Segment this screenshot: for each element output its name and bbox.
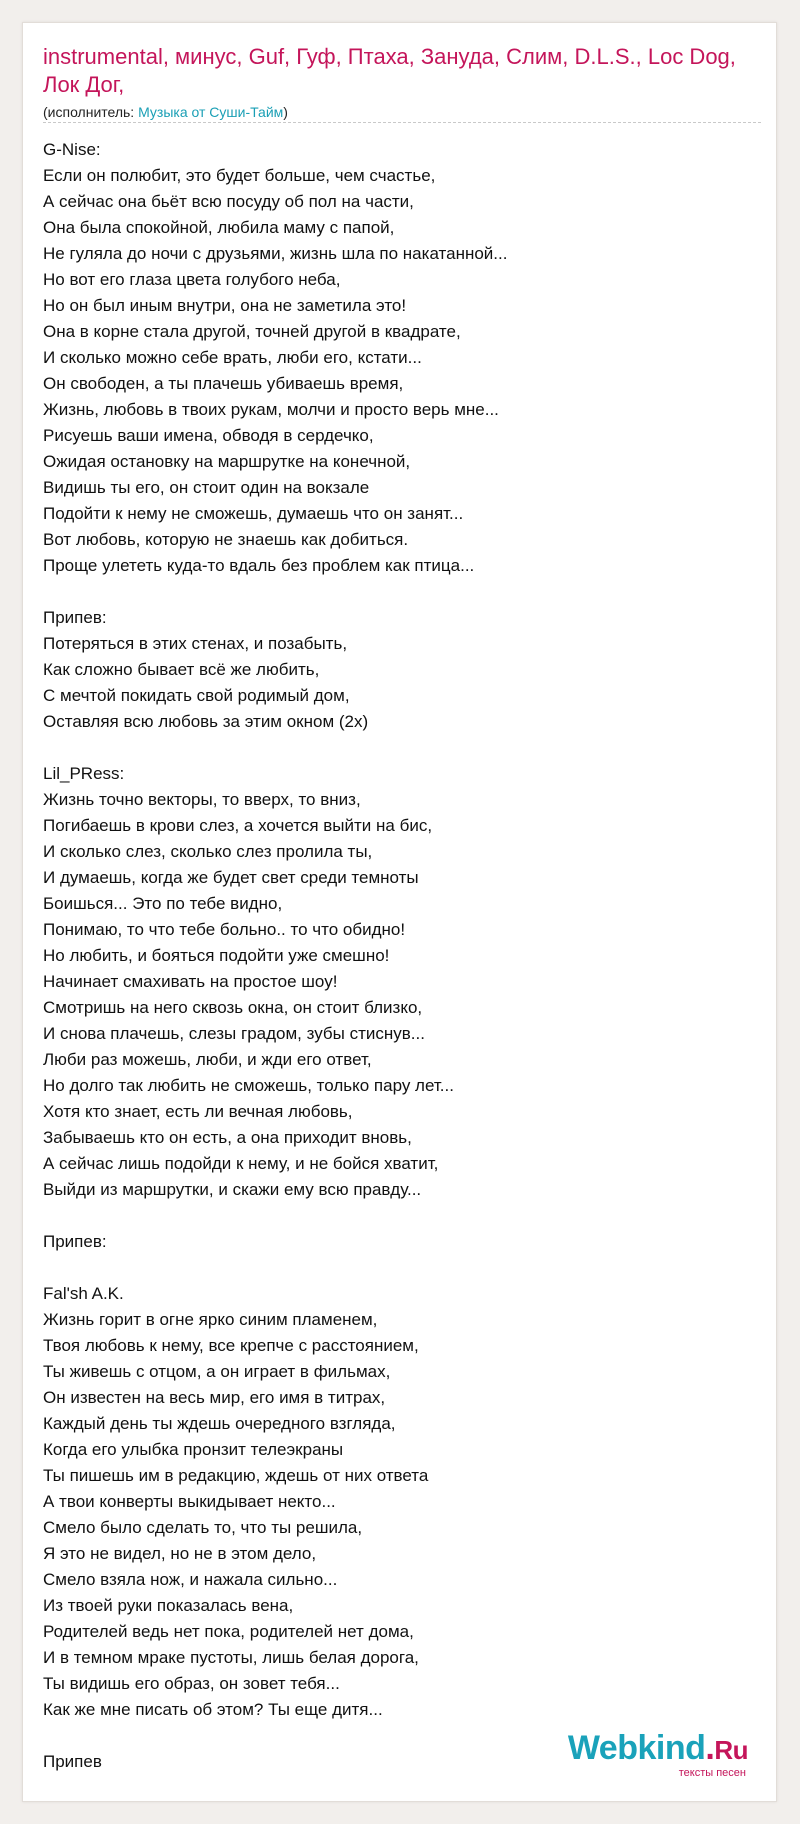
lyric-line: G-Nise:	[43, 140, 101, 159]
lyric-line: И снова плачешь, слезы градом, зубы стиснув...	[43, 1024, 425, 1043]
lyric-line: Смело взяла нож, и нажала сильно...	[43, 1570, 338, 1589]
lyric-line	[43, 1203, 761, 1229]
lyric-line: А сейчас лишь подойди к нему, и не бойся хватит,	[43, 1154, 439, 1173]
lyric-line: Жизнь горит в огне ярко синим пламенем,	[43, 1310, 378, 1329]
lyric-line	[43, 735, 761, 761]
lyric-line: Припев:	[43, 1232, 107, 1251]
artist-link[interactable]: Музыка от Суши-Тайм	[138, 104, 284, 120]
lyric-line: Родителей ведь нет пока, родителей нет дома,	[43, 1622, 414, 1641]
logo-web-text: Webkind	[567, 1729, 706, 1767]
artist-prefix: (исполнитель:	[43, 104, 139, 120]
lyric-line: С мечтой покидать свой родимый дом,	[43, 686, 350, 705]
lyric-line: Видишь ты его, он стоит один на вокзале	[43, 478, 370, 497]
lyric-line: Но долго так любить не сможешь, только пару лет...	[43, 1076, 454, 1095]
lyric-line: Но любить, и бояться подойти уже смешно!	[43, 946, 390, 965]
lyric-line: Ты живешь с отцом, а он играет в фильмах,	[43, 1362, 391, 1381]
lyric-line: Жизнь точно векторы, то вверх, то вниз,	[43, 790, 361, 809]
lyric-line: Припев	[43, 1752, 102, 1771]
lyric-line: Проще улететь куда-то вдаль без проблем как птица...	[43, 556, 475, 575]
lyric-line: Он известен на весь мир, его имя в титрах,	[43, 1388, 386, 1407]
lyric-line: Когда его улыбка пронзит телеэкраны	[43, 1440, 344, 1459]
logo-ru-text: Ru	[714, 1735, 748, 1765]
lyric-line: Смотришь на него сквозь окна, он стоит близко,	[43, 998, 423, 1017]
lyric-line: И в темном мраке пустоты, лишь белая дорога,	[43, 1648, 419, 1667]
lyric-line: Твоя любовь к нему, все крепче с расстоянием,	[43, 1336, 419, 1355]
lyric-line: И сколько слез, сколько слез пролила ты,	[43, 842, 373, 861]
lyric-line: Но вот его глаза цвета голубого неба,	[43, 270, 341, 289]
lyric-line: Люби раз можешь, люби, и жди его ответ,	[43, 1050, 372, 1069]
lyric-line: Fal'sh A.K.	[43, 1284, 124, 1303]
title-divider	[43, 122, 761, 123]
lyric-line: Хотя кто знает, есть ли вечная любовь,	[43, 1102, 353, 1121]
lyric-line	[43, 579, 761, 605]
logo-dot-text: .	[705, 1729, 715, 1767]
lyric-line: Ожидая остановку на маршрутке на конечной,	[43, 452, 411, 471]
lyric-line: Смело было сделать то, что ты решила,	[43, 1518, 363, 1537]
lyric-line: Погибаешь в крови слез, а хочется выйти на бис,	[43, 816, 433, 835]
lyric-line: И думаешь, когда же будет свет среди темноты	[43, 868, 419, 887]
lyric-line: Жизнь, любовь в твоих рукам, молчи и просто верь мне...	[43, 400, 499, 419]
lyric-line: Оставляя всю любовь за этим окном (2x)	[43, 712, 369, 731]
lyric-line: Она в корне стала другой, точней другой в квадрате,	[43, 322, 461, 341]
lyric-line: Не гуляла до ночи с друзьями, жизнь шла по накатанной...	[43, 244, 508, 263]
lyric-line: Как сложно бывает всё же любить,	[43, 660, 320, 679]
lyrics-body	[43, 137, 761, 1775]
lyric-line: Она была спокойной, любила маму с папой,	[43, 218, 395, 237]
webkind-logo[interactable]	[568, 1731, 748, 1779]
song-title: instrumental, минус, Guf, Гуф, Птаха, Зануда, Слим, D.L.S., Loc Dog, Лок Дог,	[43, 44, 736, 97]
lyric-line: И сколько можно себе врать, люби его, кстати...	[43, 348, 422, 367]
lyric-line: А твои конверты выкидывает некто...	[43, 1492, 336, 1511]
lyric-line: Вот любовь, которую не знаешь как добиться.	[43, 530, 409, 549]
logo-wordmark	[568, 1731, 748, 1767]
lyric-line: Начинает смахивать на простое шоу!	[43, 972, 338, 991]
lyric-line: Как же мне писать об этом? Ты еще дитя...	[43, 1700, 383, 1719]
lyric-line: Ты пишешь им в редакцию, ждешь от них ответа	[43, 1466, 429, 1485]
lyric-line: А сейчас она бьёт всю посуду об пол на части,	[43, 192, 414, 211]
lyric-line: Ты видишь его образ, он зовет тебя...	[43, 1674, 340, 1693]
artist-suffix: )	[283, 104, 288, 120]
lyric-line: Каждый день ты ждешь очередного взгляда,	[43, 1414, 396, 1433]
lyric-line: Я это не видел, но не в этом дело,	[43, 1544, 317, 1563]
lyric-line: Понимаю, то что тебе больно.. то что обидно!	[43, 920, 406, 939]
lyric-line: Он свободен, а ты плачешь убиваешь время,	[43, 374, 404, 393]
lyric-line: Из твоей руки показалась вена,	[43, 1596, 294, 1615]
lyric-line	[43, 1255, 761, 1281]
lyric-line: Подойти к нему не сможешь, думаешь что он занят...	[43, 504, 464, 523]
lyric-line: Lil_PRess:	[43, 764, 125, 783]
artist-line	[43, 103, 288, 121]
lyric-line: Рисуешь ваши имена, обводя в сердечко,	[43, 426, 374, 445]
logo-tagline: тексты песен	[678, 1767, 746, 1779]
lyric-line: Припев:	[43, 608, 107, 627]
lyrics-card	[22, 22, 777, 1802]
lyric-line: Забываешь кто он есть, а она приходит вновь,	[43, 1128, 412, 1147]
lyric-line: Боишься... Это по тебе видно,	[43, 894, 283, 913]
lyric-line: Если он полюбит, это будет больше, чем счастье,	[43, 166, 436, 185]
lyric-line: Но он был иным внутри, она не заметила это!	[43, 296, 407, 315]
lyric-line: Потеряться в этих стенах, и позабыть,	[43, 634, 348, 653]
lyric-line: Выйди из маршрутки, и скажи ему всю правду...	[43, 1180, 422, 1199]
